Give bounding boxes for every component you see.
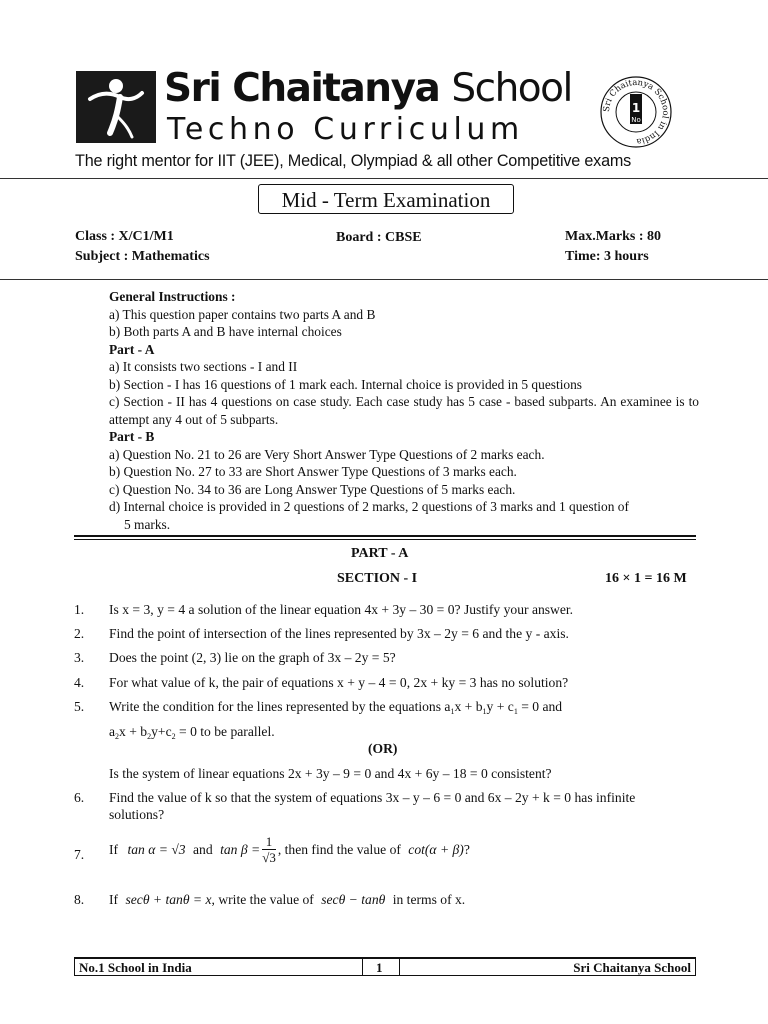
question-text	[109, 834, 470, 865]
q8-mid: , write the value of	[211, 892, 314, 907]
footer-separator	[362, 959, 363, 976]
q5-line1-eq2: y + c	[486, 699, 514, 714]
footer-right: Sri Chaitanya School	[573, 960, 691, 975]
no1-seal	[600, 76, 672, 148]
runner-figure-icon	[76, 71, 156, 143]
exam-title: Mid - Term Examination	[258, 184, 514, 214]
part-heading: PART - A	[351, 546, 409, 561]
q7-tan-beta: tan β =	[220, 841, 261, 857]
subscript: 1	[450, 707, 455, 716]
brand-title-school: School	[451, 66, 572, 111]
seal-center-text: No	[631, 116, 641, 124]
seal-number: 1	[631, 101, 641, 115]
question-text-continued: solutions?	[109, 807, 165, 822]
general-instructions	[109, 288, 699, 533]
meta-divider	[0, 279, 768, 280]
page-number: 1	[376, 960, 383, 975]
time-label: Time: 3 hours	[565, 249, 649, 264]
q7-if: If	[109, 841, 119, 857]
instruction-item: a) It consists two sections - I and II	[109, 359, 298, 374]
fraction-denominator: √3	[262, 850, 276, 865]
instruction-item: c) Question No. 34 to 36 are Long Answer Type Questions of 5 marks each.	[109, 481, 516, 497]
q5-line2-end: = 0 to be parallel.	[175, 724, 275, 739]
footer-left: No.1 School in India	[79, 960, 192, 975]
brand-subtitle: Techno Curriculum	[167, 112, 524, 147]
q5-line1-end: = 0 and	[517, 699, 563, 714]
q7-tan-alpha: tan α = √3	[127, 841, 186, 857]
seal-ring-text: Sri Chaitanya School in India	[601, 77, 671, 147]
q5-line2-a: a	[109, 724, 116, 739]
q8-end: in terms of x.	[392, 892, 466, 907]
subscript: 1	[482, 707, 487, 716]
instruction-item: a) Question No. 21 to 26 are Very Short Answer Type Questions of 2 marks each.	[109, 446, 545, 462]
question-text: Find the point of intersection of the lines represented by 3x – 2y = 6 and the y - axis.	[109, 626, 569, 641]
question-text: Is x = 3, y = 4 a solution of the linear equation 4x + 3y – 30 = 0? Justify your answer.	[109, 602, 574, 617]
footer-separator	[399, 959, 400, 976]
q5-line1-eq: x + b	[454, 699, 483, 714]
school-logo	[76, 71, 156, 143]
question-number: 2.	[74, 626, 85, 641]
instruction-item: b) Question No. 27 to 33 are Short Answer Type Questions of 3 marks each.	[109, 464, 517, 479]
q8-expr2: secθ − tanθ	[321, 892, 386, 907]
subscript: 2	[115, 732, 120, 741]
instruction-item: b) Both parts A and B have internal choices	[109, 324, 342, 339]
instruction-item-continued: 5 marks.	[124, 516, 171, 532]
brand-title-bold: Sri Chaitanya	[164, 66, 440, 111]
q7-cot: cot(α + β)	[408, 841, 464, 857]
question-text	[109, 892, 465, 908]
header-divider	[0, 178, 768, 179]
seal-emblem-icon	[600, 76, 672, 148]
q7-and: and	[193, 841, 213, 857]
fraction	[262, 834, 276, 865]
max-marks-label: Max.Marks : 80	[565, 229, 662, 244]
instruction-item: d) Internal choice is provided in 2 questions of 2 marks, 2 questions of 3 marks and 1 question of	[109, 499, 629, 514]
part-a-heading: Part - A	[109, 341, 155, 357]
q8-expr1: secθ + tanθ = x	[125, 892, 212, 907]
question-number: 4.	[74, 675, 85, 690]
part-b-heading: Part - B	[109, 429, 155, 444]
section-marks: 16 × 1 = 16 M	[605, 571, 687, 586]
question-number: 5.	[74, 699, 85, 714]
board-label: Board : CBSE	[336, 230, 422, 245]
section-heading: SECTION - I	[337, 571, 418, 586]
instruction-item: b) Section - I has 16 questions of 1 mark each. Internal choice is provided in 5 questions	[109, 376, 583, 392]
subject-label: Subject : Mathematics	[75, 249, 210, 264]
brand-title	[164, 66, 572, 112]
question-text-alternative: Is the system of linear equations 2x + 3y – 9 = 0 and 4x + 6y – 18 = 0 consistent?	[109, 766, 552, 781]
question-number: 3.	[74, 650, 85, 665]
question-number: 1.	[74, 602, 85, 617]
section-divider	[74, 535, 696, 540]
fraction-numerator: 1	[262, 834, 276, 850]
subscript: 2	[171, 732, 176, 741]
q7-then: , then find the value of	[277, 841, 401, 857]
subscript: 1	[513, 707, 518, 716]
instructions-heading: General Instructions :	[109, 289, 236, 304]
subscript: 2	[147, 732, 152, 741]
question-text: For what value of k, the pair of equations x + y – 4 = 0, 2x + ky = 3 has no solution?	[109, 675, 569, 690]
q7-qmark: ?	[463, 841, 470, 857]
or-separator: (OR)	[368, 741, 398, 756]
question-number: 7.	[74, 847, 85, 862]
tagline: The right mentor for IIT (JEE), Medical, Olympiad & all other Competitive exams	[75, 152, 632, 170]
q5-line1-prefix: Write the condition for the lines represented by the equations a	[109, 699, 451, 714]
question-text-continued	[109, 724, 275, 741]
q5-line2-y: y+c	[151, 724, 172, 739]
class-label: Class : X/C1/M1	[75, 229, 174, 244]
question-number: 6.	[74, 790, 85, 805]
question-text	[109, 699, 562, 716]
instruction-item: c) Section - II has 4 questions on case study. Each case study has 5 case - based subparts. An examinee is to attempt any 4 out of 5 subparts.	[109, 394, 699, 427]
question-text: Find the value of k so that the system of equations 3x – y – 6 = 0 and 6x – 2y + k = 0 has infinite	[109, 790, 636, 805]
q8-if: If	[109, 892, 119, 907]
question-number: 8.	[74, 892, 85, 907]
q5-line2-x: x + b	[119, 724, 148, 739]
question-text: Does the point (2, 3) lie on the graph of 3x – 2y = 5?	[109, 650, 396, 665]
instruction-item: a) This question paper contains two parts A and B	[109, 306, 376, 322]
page-footer	[74, 957, 696, 976]
